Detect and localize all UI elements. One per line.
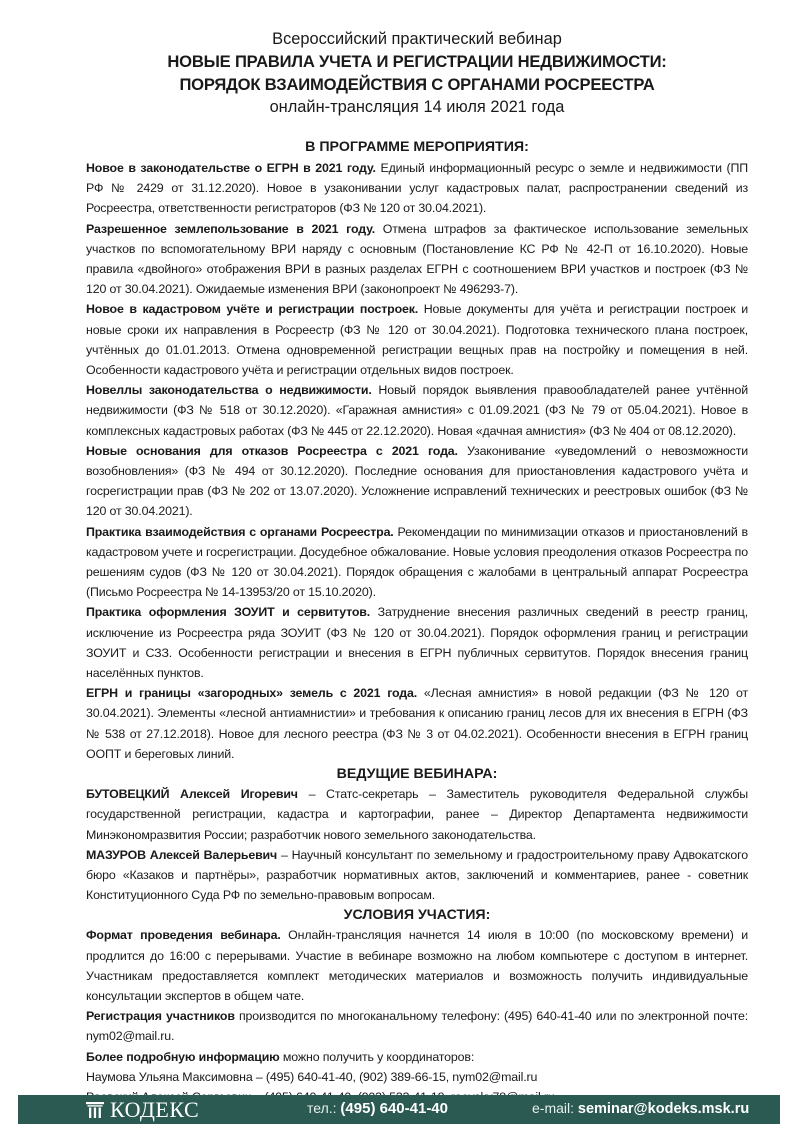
program-item-text: Рекомендации по минимизации отказов и приостановлений в кадастровом учете и госрегистрации. Досудебное обжалование. Новые условия преодоления отказов Росреестра по решениям судов (ФЗ № 120 от 30.04.2021). Порядок обращения с жалобами в центральный аппарат Росреестра (Письмо Росреестра № 14-13953/20 от 15.10.2020). bbox=[86, 524, 748, 600]
program-item-text: «Лесная амнистия» в новой редакции (ФЗ № 120 от 30.04.2021). Элементы «лесной антиамнистии» и требования к описанию границ лесов для их внесения в ЕГРН (ФЗ № 538 от 27.12.2018). Новое для лесного реестра (ФЗ № 3 от 04.02.2021). Особенности внесения в ЕГРН границ ООПТ и береговых линий. bbox=[86, 686, 748, 761]
program-item-title: Практика взаимодействия с органами Росреестра. bbox=[86, 524, 394, 539]
more-info-text: можно получить у координаторов: bbox=[279, 1049, 475, 1064]
speaker-name: МАЗУРОВ Алексей Валерьевич bbox=[86, 847, 278, 862]
program-item bbox=[86, 299, 748, 380]
column-icon bbox=[86, 1101, 104, 1119]
more-info-title: Более подробную информацию bbox=[86, 1049, 280, 1064]
program-item-text: Затруднение внесения различных сведений в реестр границ, исключение из Росреестра ряда ЗОУИТ (ФЗ № 120 от 30.04.2021). Порядок оформления границ и регистрации ЗОУИТ и СЗЗ. Особенности регистрации и внесения в ЕГРН публичных сервитутов. Порядок внесения границ населённых пунктов. bbox=[86, 605, 748, 681]
program-item-title: Разрешенное землепользование в 2021 году. bbox=[86, 221, 376, 236]
program-item bbox=[86, 380, 748, 441]
program-item bbox=[86, 219, 748, 300]
program-item-title: ЕГРН и границы «загородных» земель с 2021 года. bbox=[86, 686, 418, 701]
footer-bar bbox=[18, 1095, 780, 1124]
program-item-text: Новые документы для учёта и регистрации построек и новые сроки их направления в Росреестр (ФЗ № 120 от 30.04.2021). Подготовка технического плана построек, учтённых до 01.01.2013. Отмена одновременной регистрации вещных прав на постройку и помещения в ней. Особенности кадастрового учёта и регистрации отдельных видов построек. bbox=[86, 302, 749, 378]
program-item-title: Новые основания для отказов Росреестра с 2021 года. bbox=[86, 443, 458, 458]
program-item-text: Новый порядок выявления правообладателей ранее учтённой недвижимости (ФЗ № 518 от 30.12.2020). «Гаражная амнистия» с 01.09.2021 (ФЗ № 79 от 05.04.2021). Новое в комплексных кадастровых работах (ФЗ № 445 от 22.12.2020). Новая «дачная амнистия» (ФЗ № 404 от 08.12.2020). bbox=[86, 383, 748, 438]
program-item bbox=[86, 441, 748, 522]
logo-text: КОДЕКС bbox=[110, 1096, 200, 1122]
registration-paragraph bbox=[86, 1006, 748, 1046]
program-item-text: Узаконивание «уведомлений о невозможности возобновления» (ФЗ № 494 от 30.12.2020). Последние основания для приостановления кадастрового учёта и госрегистрации прав (ФЗ № 202 от 13.07.2020). Усложнение исправлений технических и реестровых ошибок (ФЗ № 120 от 30.04.2021). bbox=[86, 443, 748, 519]
program-item bbox=[86, 522, 748, 603]
registration-text: производится по многоканальному телефону: (495) 640-41-40 или по электронной почте: nym02@mail.ru. bbox=[86, 1009, 748, 1044]
more-info-paragraph bbox=[86, 1047, 748, 1067]
event-date: онлайн-трансляция 14 июля 2021 года bbox=[269, 98, 565, 116]
program-item-title: Новое в законодательстве о ЕГРН в 2021 году. bbox=[86, 161, 376, 175]
program-item bbox=[86, 602, 748, 683]
program-item-text: Отмена штрафов за фактическое использование земельных участков по вспомогательному ВРИ наряду с основным (Постановление КС РФ № 42-П от 16.10.2020). Новые правила «двойного» отображения ВРИ в разных разделах ЕГРН с соотношением ВРИ участков и построек (ФЗ № 120 от 30.04.2021). Ожидаемые изменения ВРИ (законопроект № 496293-7). bbox=[86, 221, 749, 297]
program-item bbox=[86, 158, 748, 219]
email-label: e-mail: bbox=[532, 1100, 578, 1116]
registration-title: Регистрация участников bbox=[86, 1009, 235, 1024]
speaker-item bbox=[86, 845, 748, 906]
email-link[interactable]: seminar@kodeks.msk.ru bbox=[577, 1101, 750, 1117]
event-subtitle: Всероссийский практический вебинар bbox=[272, 30, 562, 48]
program-item-title: Новеллы законодательства о недвижимости. bbox=[86, 383, 372, 398]
format-text: Онлайн-трансляция начнется 14 июля в 10:00 (по московскому времени) и продлится до 16:00 с перерывами. Участие в вебинаре возможно на любом компьютере с доступом в интернет. Участникам предоставляется комплект методических материалов и возможность получить индивидуальные консультации экспертов в общем чате. bbox=[86, 928, 748, 1003]
program-item bbox=[86, 683, 748, 764]
event-title-line1: НОВЫЕ ПРАВИЛА УЧЕТА И РЕГИСТРАЦИИ НЕДВИЖИМОСТИ: bbox=[167, 52, 667, 71]
conditions-heading: УСЛОВИЯ УЧАСТИЯ: bbox=[343, 907, 491, 924]
program-item-title: Новое в кадастровом учёте и регистрации построек. bbox=[86, 302, 419, 317]
phone-value[interactable]: (495) 640-41-40 bbox=[340, 1100, 448, 1117]
program-heading: В ПРОГРАММЕ МЕРОПРИЯТИЯ: bbox=[305, 139, 529, 155]
footer-phone bbox=[307, 1100, 448, 1117]
speaker-bio: – Научный консультант по земельному и градостроительному праву Адвокатского бюро «Казаков и партнёры», разработчик нормативных актов, заключений и комментариев, ранее - советник Конституционного Суда РФ по земельно-правовым вопросам. bbox=[86, 847, 748, 903]
coordinator-contact: Наумова Ульяна Максимовна – (495) 640-41-40, (902) 389-66-15, nym02@mail.ru bbox=[86, 1069, 538, 1084]
kodeks-logo bbox=[86, 1097, 199, 1122]
speaker-item bbox=[86, 784, 748, 845]
program-item-title: Практика оформления ЗОУИТ и сервитутов. bbox=[86, 605, 371, 620]
program-item-text: Единый информационный ресурс о земле и недвижимости (ПП РФ № 2429 от 31.12.2020). Новое в узаконивании услуг кадастровых палат, распространении сведений из Росреестра, ответственности регистраторов (ФЗ № 120 от 30.04.2021). bbox=[86, 161, 748, 216]
phone-label: тел.: bbox=[307, 1100, 341, 1116]
speakers-heading: ВЕДУЩИЕ ВЕБИНАРА: bbox=[336, 766, 498, 783]
speaker-bio: – Статс-секретарь – Заместитель руководителя Федеральной службы государственной регистрации, кадастра и картографии, ранее – Директор Департамента недвижимости Минэкономразвития России; разработчик нового земельного законодательства. bbox=[86, 787, 748, 842]
speaker-name: БУТОВЕЦКИЙ Алексей Игоревич bbox=[86, 787, 298, 802]
format-title: Формат проведения вебинара. bbox=[86, 928, 281, 943]
document-page bbox=[86, 28, 748, 1107]
event-title-line2: ПОРЯДОК ВЗАИМОДЕЙСТВИЯ С ОРГАНАМИ РОСРЕЕСТРА bbox=[179, 75, 655, 94]
footer-email bbox=[532, 1100, 749, 1117]
document-header bbox=[86, 28, 748, 118]
format-paragraph bbox=[86, 925, 748, 1006]
